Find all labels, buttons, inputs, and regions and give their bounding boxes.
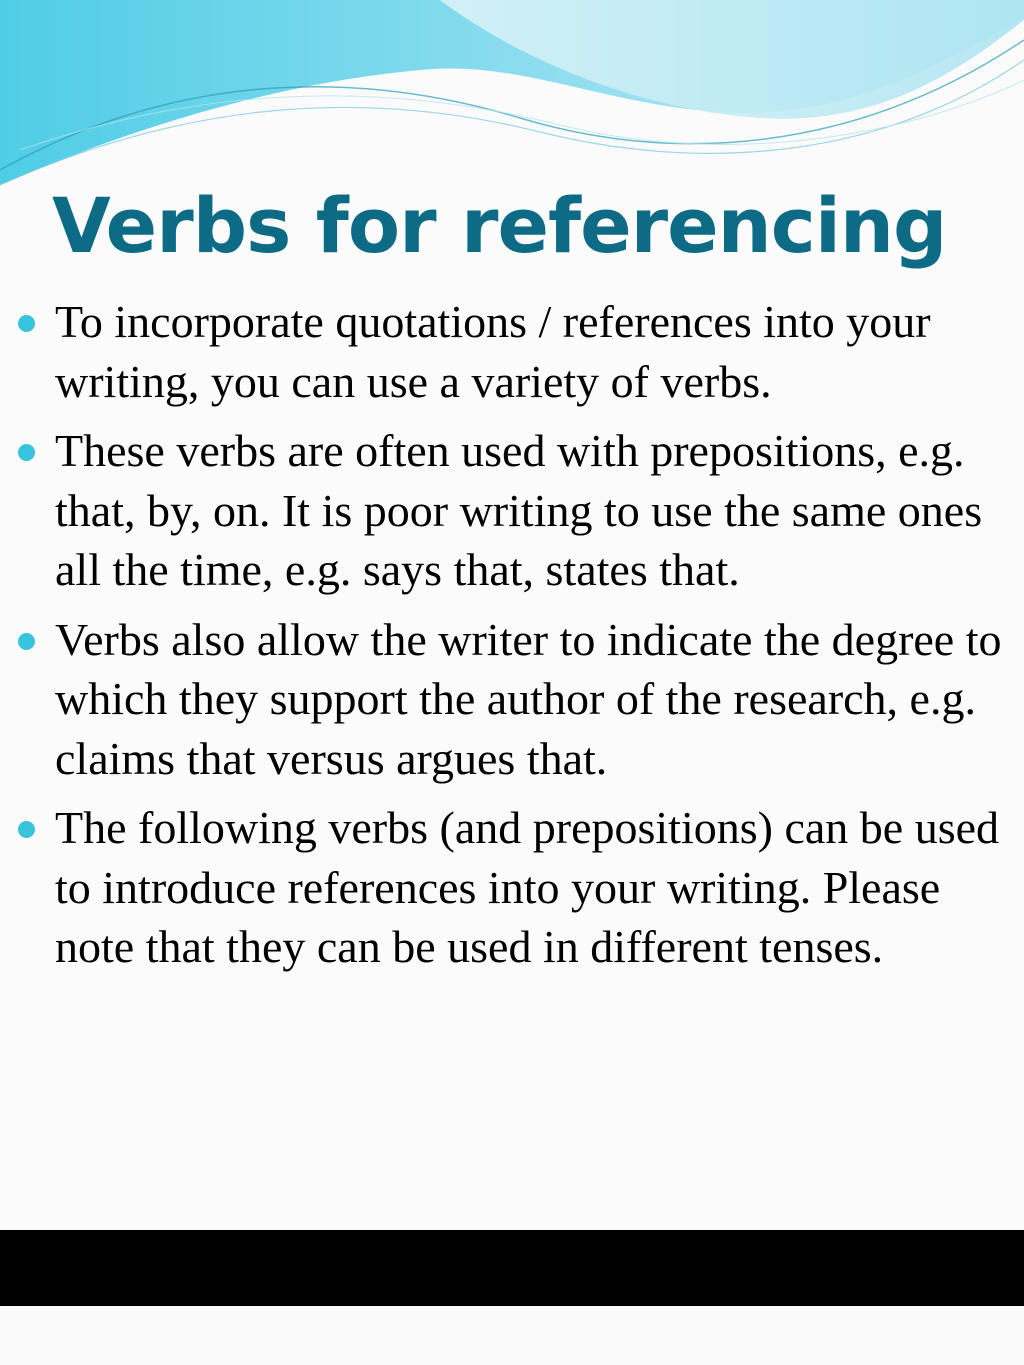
bottom-strip (0, 1306, 1024, 1365)
bullet-text: To incorporate quotations / references into your writing, you can use a variety of verbs. (55, 296, 931, 407)
bullet-dot-icon (18, 633, 35, 650)
bullet-text: The following verbs (and prepositions) can be used to introduce references into your writing. Please note that they can be used in different tenses. (55, 802, 1000, 972)
bullet-dot-icon (18, 444, 35, 461)
footer-black-bar (0, 1230, 1024, 1306)
bullet-item (0, 292, 1024, 411)
bullet-dot-icon (18, 315, 35, 332)
bullet-text: These verbs are often used with prepositions, e.g. that, by, on. It is poor writing to use the same ones all the time, e.g. says that, states that. (55, 425, 983, 595)
bullet-dot-icon (18, 821, 35, 838)
bullet-list (0, 292, 1024, 987)
bullet-item (0, 798, 1024, 977)
decorative-wave-header (0, 0, 1024, 200)
slide-title: Verbs for referencing (52, 181, 947, 270)
bullet-item (0, 421, 1024, 600)
bullet-item (0, 610, 1024, 789)
bullet-text: Verbs also allow the writer to indicate the degree to which they support the author of the research, e.g. claims that versus argues that. (55, 613, 1002, 784)
